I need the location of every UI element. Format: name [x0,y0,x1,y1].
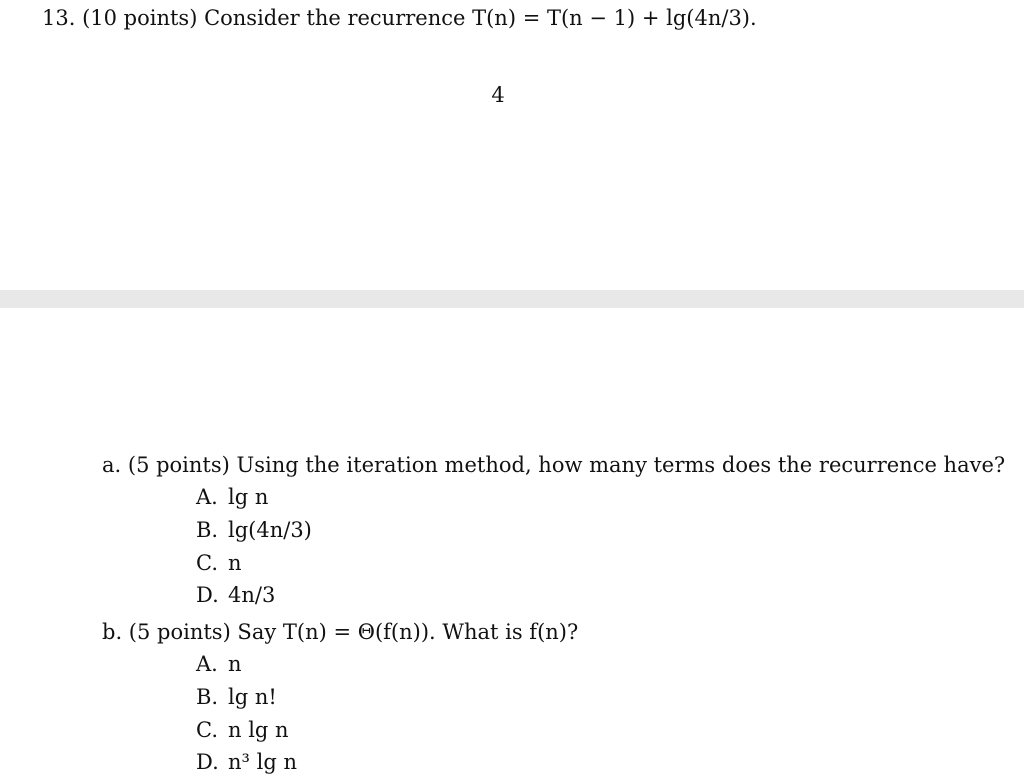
choice-letter: A. [196,652,218,676]
part-a-choice-d [196,582,275,608]
choice-letter: A. [196,485,218,509]
page-top [0,0,1024,290]
part-b-choice-b [196,684,277,710]
page-bottom [0,308,1024,780]
part-a-choice-b [196,517,312,543]
page-separator [0,290,1024,308]
part-b-choice-c [196,717,289,743]
part-b-prompt: b. (5 points) Say T(n) = Θ(f(n)). What is f(n)? [102,620,579,644]
choice-text: n [228,652,242,676]
page-number: 4 [491,83,505,107]
choice-text: n lg n [228,718,289,742]
choice-letter: C. [196,551,218,575]
choice-letter: B. [196,518,219,542]
choice-text: 4n/3 [228,583,276,607]
part-b-choice-d [196,749,297,775]
choice-text: lg n [228,485,269,509]
part-a-choice-a [196,484,268,510]
part-a-prompt: a. (5 points) Using the iteration method, how many terms does the recurrence have? [102,453,1006,477]
choice-text: lg n! [228,685,277,709]
choice-letter: D. [196,750,219,774]
part-a-choice-c [196,550,242,576]
choice-letter: B. [196,685,219,709]
choice-text: lg(4n/3) [228,518,312,542]
part-b-choice-a [196,651,242,677]
choice-letter: D. [196,583,219,607]
question-header: 13. (10 points) Consider the recurrence T(n) = T(n − 1) + lg(4n/3). [42,6,757,30]
choice-letter: C. [196,718,218,742]
choice-text: n [228,551,242,575]
choice-text: n³ lg n [228,750,297,774]
